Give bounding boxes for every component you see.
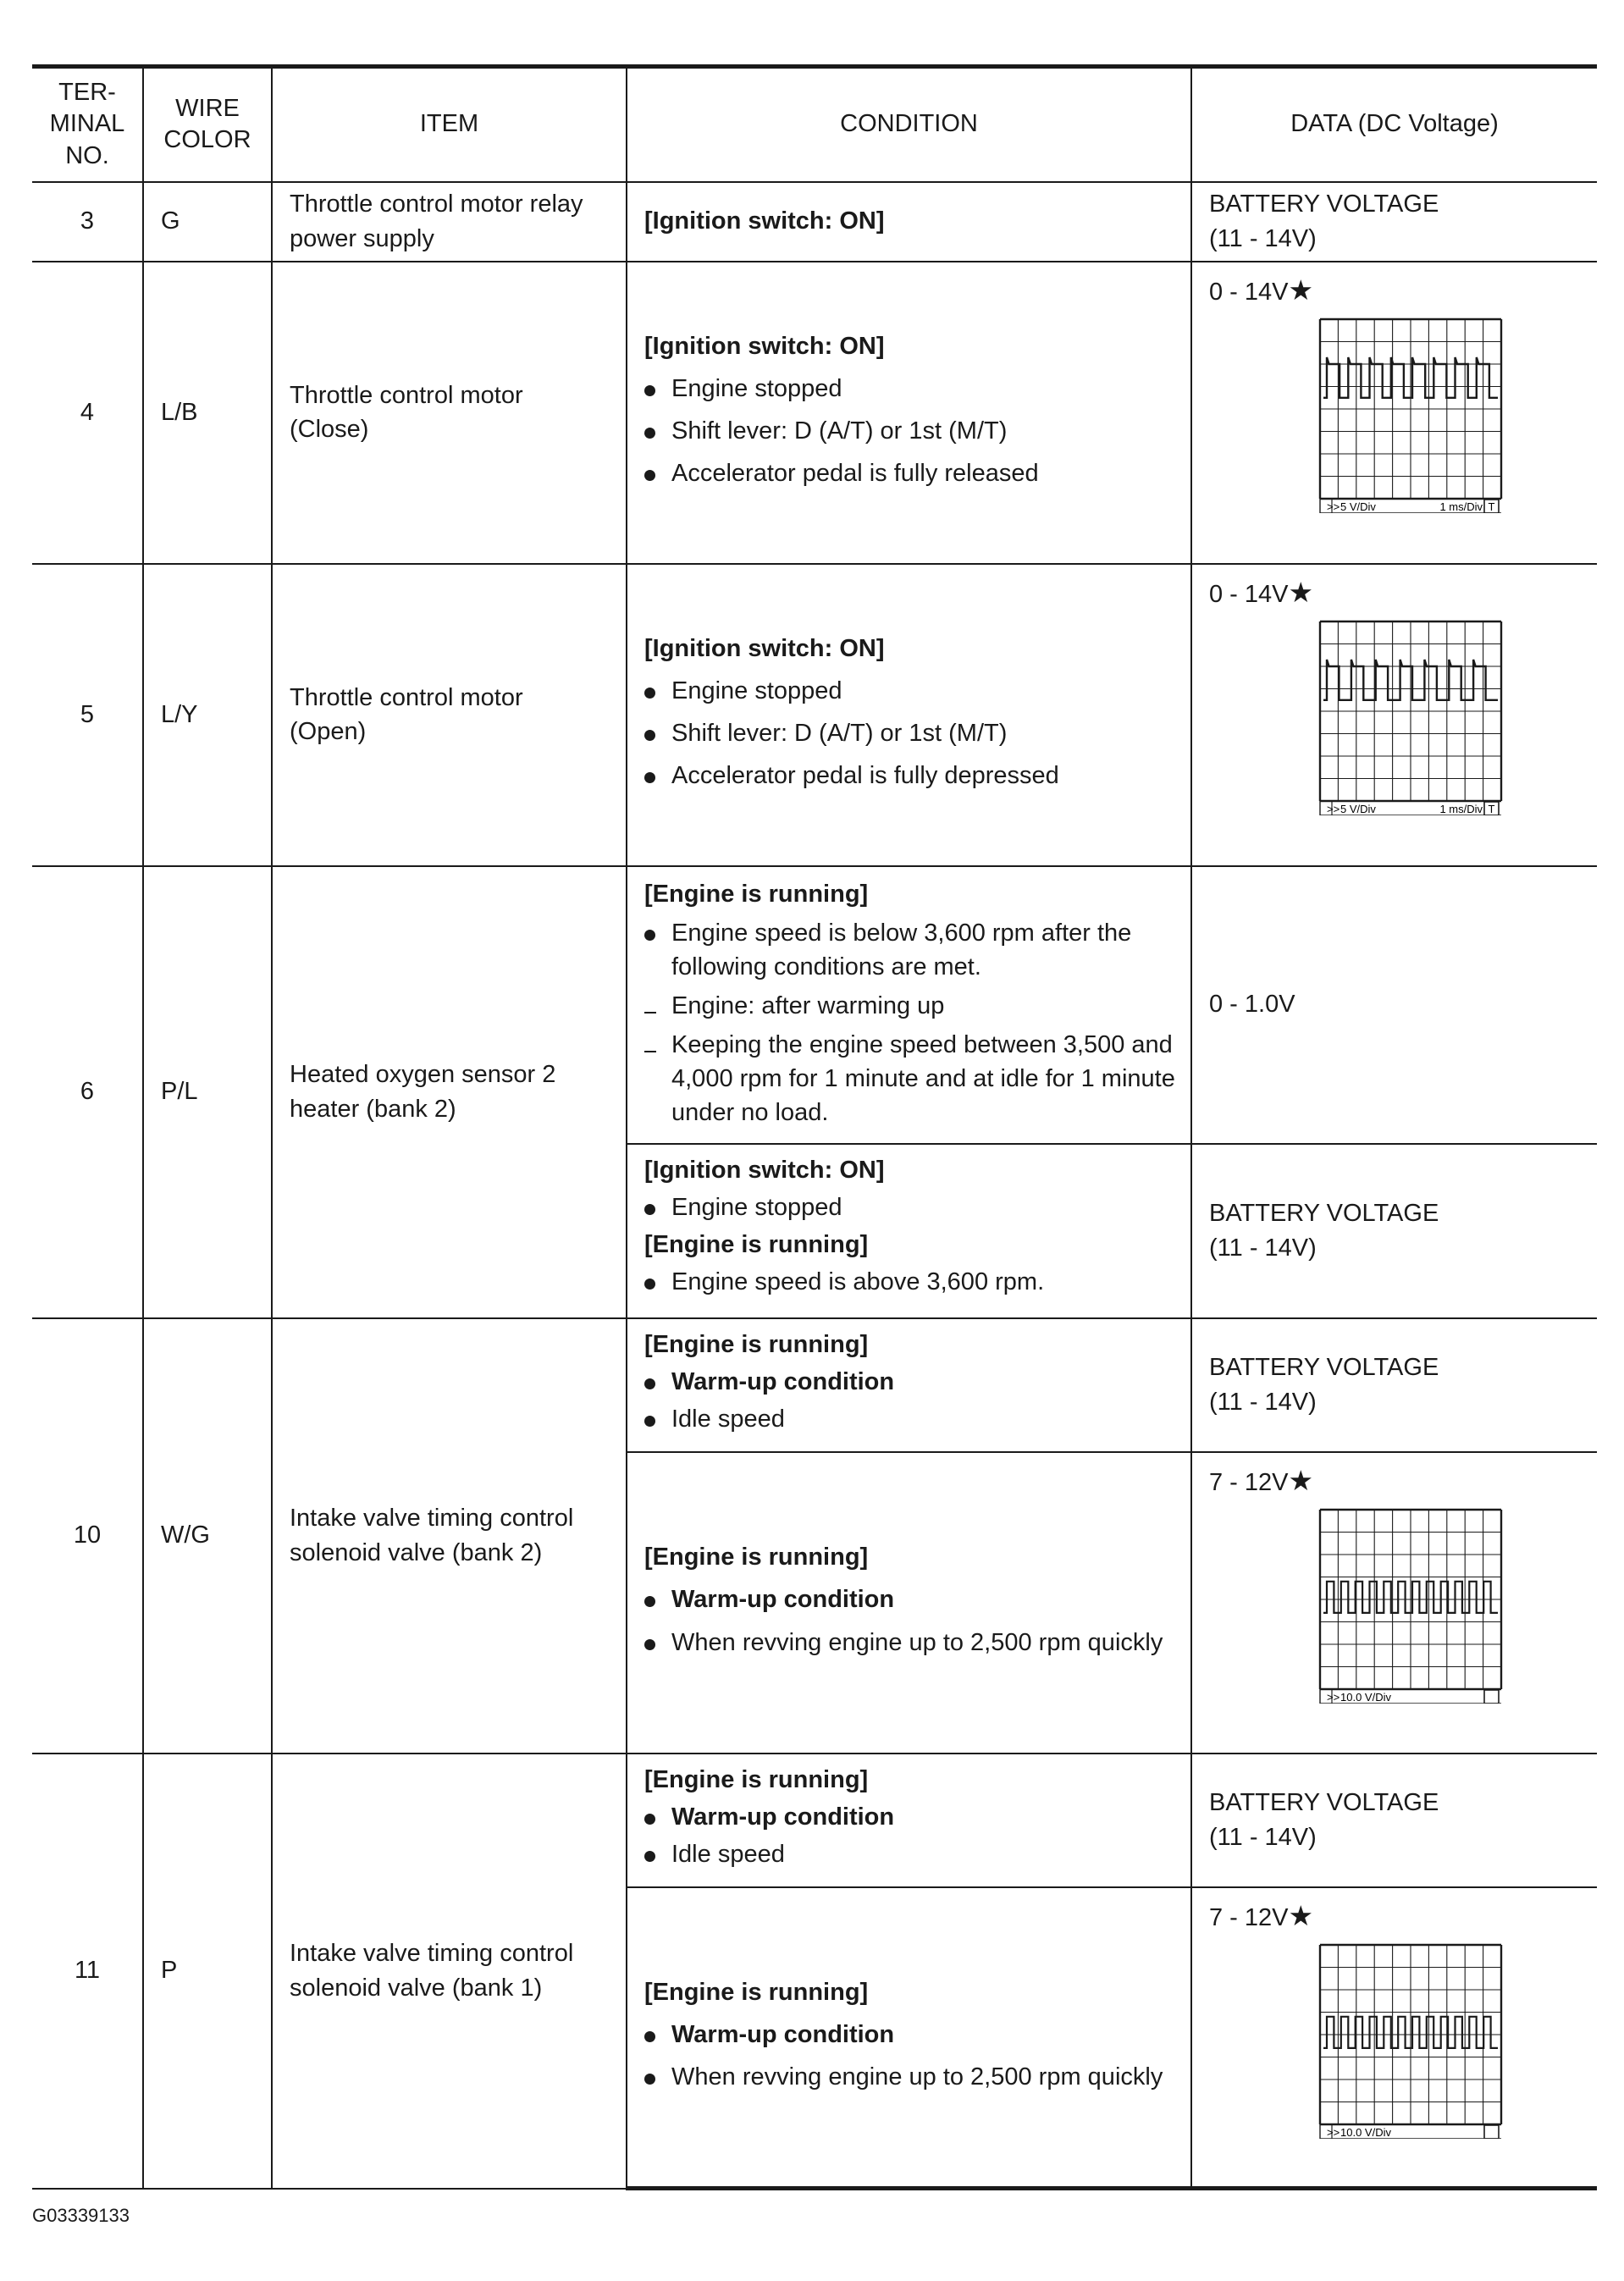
- wire-color: P: [143, 1754, 272, 2189]
- table-row: [32, 1318, 1597, 1452]
- scope-prefix: >>: [1327, 1690, 1340, 1704]
- table-row: [32, 866, 1597, 1144]
- bullet-icon: [644, 470, 655, 481]
- condition-bullet: Shift lever: D (A/T) or 1st (M/T): [671, 417, 1008, 445]
- oscilloscope-waveform: [1317, 317, 1504, 513]
- scope-vdiv-label: 5 V/Div: [1340, 500, 1376, 513]
- condition-bullet: Engine stopped: [671, 374, 842, 402]
- condition-bullet: Accelerator pedal is fully depressed: [671, 762, 1059, 790]
- figure-code: G03339133: [32, 2205, 130, 2226]
- item-description: Intake valve timing control solenoid valve (bank 2): [272, 1318, 627, 1754]
- condition-subitem: Engine: after warming up: [671, 991, 945, 1019]
- bullet-icon: [644, 428, 655, 439]
- terminal-number: 6: [32, 866, 143, 1318]
- scope-time-label: 1 ms/Div: [1439, 802, 1483, 815]
- bullet-icon: [644, 1814, 655, 1825]
- voltage-range: 0 - 14V: [1209, 278, 1289, 306]
- oscilloscope-waveform: [1317, 1507, 1504, 1704]
- item-description: Throttle control motor (Close): [272, 262, 627, 564]
- star-icon: ★: [1288, 273, 1314, 306]
- scope-trigger-mark: T: [1488, 802, 1495, 815]
- data-value: 0 - 1.0V: [1209, 991, 1295, 1019]
- condition-bullet: Idle speed: [671, 1840, 785, 1868]
- scope-prefix: >>: [1327, 500, 1340, 513]
- data-value: BATTERY VOLTAGE (11 - 14V): [1209, 191, 1439, 252]
- item-description: Intake valve timing control solenoid valve (bank 1): [272, 1754, 627, 2189]
- scope-vdiv-label: 10.0 V/Div: [1340, 1690, 1391, 1704]
- terminal-number: 5: [32, 564, 143, 866]
- item-description: Throttle control motor (Open): [272, 564, 627, 866]
- item-description: Throttle control motor relay power supply: [272, 182, 627, 262]
- wire-color: P/L: [143, 866, 272, 1318]
- condition-bullet: Warm-up condition: [671, 2020, 895, 2048]
- dash-icon: [644, 1012, 656, 1013]
- bullet-icon: [644, 2074, 655, 2085]
- condition-bullet: Warm-up condition: [671, 1803, 895, 1831]
- data-value: BATTERY VOLTAGE (11 - 14V): [1209, 1200, 1439, 1262]
- condition-header: [Engine is running]: [644, 1765, 869, 1793]
- scope-prefix: >>: [1327, 2125, 1340, 2139]
- ecm-terminal-table: [32, 64, 1597, 2190]
- voltage-range: 7 - 12V: [1209, 1468, 1289, 1496]
- condition-bullet: Engine speed is above 3,600 rpm.: [671, 1268, 1045, 1295]
- condition-header: [Engine is running]: [644, 1230, 869, 1258]
- bullet-icon: [644, 1378, 655, 1389]
- table-row: [32, 1754, 1597, 1887]
- condition-bullet: Warm-up condition: [671, 1586, 895, 1614]
- star-icon: ★: [1288, 1899, 1314, 1931]
- terminal-number: 10: [32, 1318, 143, 1754]
- condition-header: [Ignition switch: ON]: [644, 1156, 885, 1184]
- bullet-icon: [644, 2031, 655, 2042]
- star-icon: ★: [1288, 1464, 1314, 1496]
- condition-subitem: Keeping the engine speed between 3,500 and 4,000 rpm for 1 minute and at idle for 1 minute under no load.: [671, 1030, 1175, 1126]
- bullet-icon: [644, 1851, 655, 1862]
- wire-color: L/Y: [143, 564, 272, 866]
- condition-header: [Ignition switch: ON]: [644, 332, 885, 360]
- wire-color: L/B: [143, 262, 272, 564]
- header-item: ITEM: [272, 67, 627, 182]
- dash-icon: [644, 1051, 656, 1052]
- condition-bullet: When revving engine up to 2,500 rpm quickly: [671, 2063, 1163, 2090]
- condition-bullet: Engine stopped: [671, 677, 842, 704]
- header-condition: CONDITION: [627, 67, 1191, 182]
- table-header-row: [32, 67, 1597, 182]
- wire-color: W/G: [143, 1318, 272, 1754]
- data-value: BATTERY VOLTAGE (11 - 14V): [1209, 1354, 1439, 1416]
- scope-time-label: 1 ms/Div: [1439, 500, 1483, 513]
- bullet-icon: [644, 1204, 655, 1215]
- header-terminal: TER- MINAL NO.: [32, 67, 143, 182]
- scope-vdiv-label: 5 V/Div: [1340, 802, 1376, 815]
- condition-header: [Ignition switch: ON]: [644, 634, 885, 662]
- terminal-number: 11: [32, 1754, 143, 2189]
- bullet-icon: [644, 1596, 655, 1607]
- condition-bullet: Engine speed is below 3,600 rpm after the following conditions are met.: [671, 919, 1132, 980]
- condition-header: [Engine is running]: [644, 1978, 869, 2006]
- wire-color: G: [143, 182, 272, 262]
- bullet-icon: [644, 1416, 655, 1427]
- voltage-range: 0 - 14V: [1209, 580, 1289, 608]
- oscilloscope-waveform: [1317, 1942, 1504, 2139]
- condition-bullet: When revving engine up to 2,500 rpm quickly: [671, 1628, 1163, 1656]
- condition-bullet: Shift lever: D (A/T) or 1st (M/T): [671, 720, 1008, 747]
- bullet-icon: [644, 772, 655, 783]
- condition-header: [Engine is running]: [644, 880, 869, 908]
- item-description: Heated oxygen sensor 2 heater (bank 2): [272, 866, 627, 1318]
- scope-trigger-mark: T: [1488, 500, 1495, 513]
- bullet-icon: [644, 930, 655, 941]
- condition-bullet: Warm-up condition: [671, 1367, 895, 1395]
- table-row: [32, 564, 1597, 866]
- data-value: BATTERY VOLTAGE (11 - 14V): [1209, 1789, 1439, 1851]
- table-row: [32, 262, 1597, 564]
- terminal-number: 3: [32, 182, 143, 262]
- terminal-number: 4: [32, 262, 143, 564]
- bullet-icon: [644, 730, 655, 741]
- bullet-icon: [644, 1279, 655, 1290]
- oscilloscope-waveform: [1317, 619, 1504, 815]
- header-wire-color: WIRE COLOR: [143, 67, 272, 182]
- bullet-icon: [644, 688, 655, 699]
- bullet-icon: [644, 1639, 655, 1650]
- table-row: [32, 182, 1597, 262]
- condition-header: [Ignition switch: ON]: [644, 207, 885, 235]
- header-data: DATA (DC Voltage): [1191, 67, 1597, 182]
- scope-prefix: >>: [1327, 802, 1340, 815]
- star-icon: ★: [1288, 576, 1314, 608]
- condition-bullet: Idle speed: [671, 1405, 785, 1433]
- condition-bullet: Accelerator pedal is fully released: [671, 460, 1039, 488]
- bullet-icon: [644, 385, 655, 396]
- condition-bullet: Engine stopped: [671, 1193, 842, 1221]
- voltage-range: 7 - 12V: [1209, 1903, 1289, 1931]
- scope-vdiv-label: 10.0 V/Div: [1340, 2125, 1391, 2139]
- condition-header: [Engine is running]: [644, 1330, 869, 1358]
- condition-header: [Engine is running]: [644, 1544, 869, 1571]
